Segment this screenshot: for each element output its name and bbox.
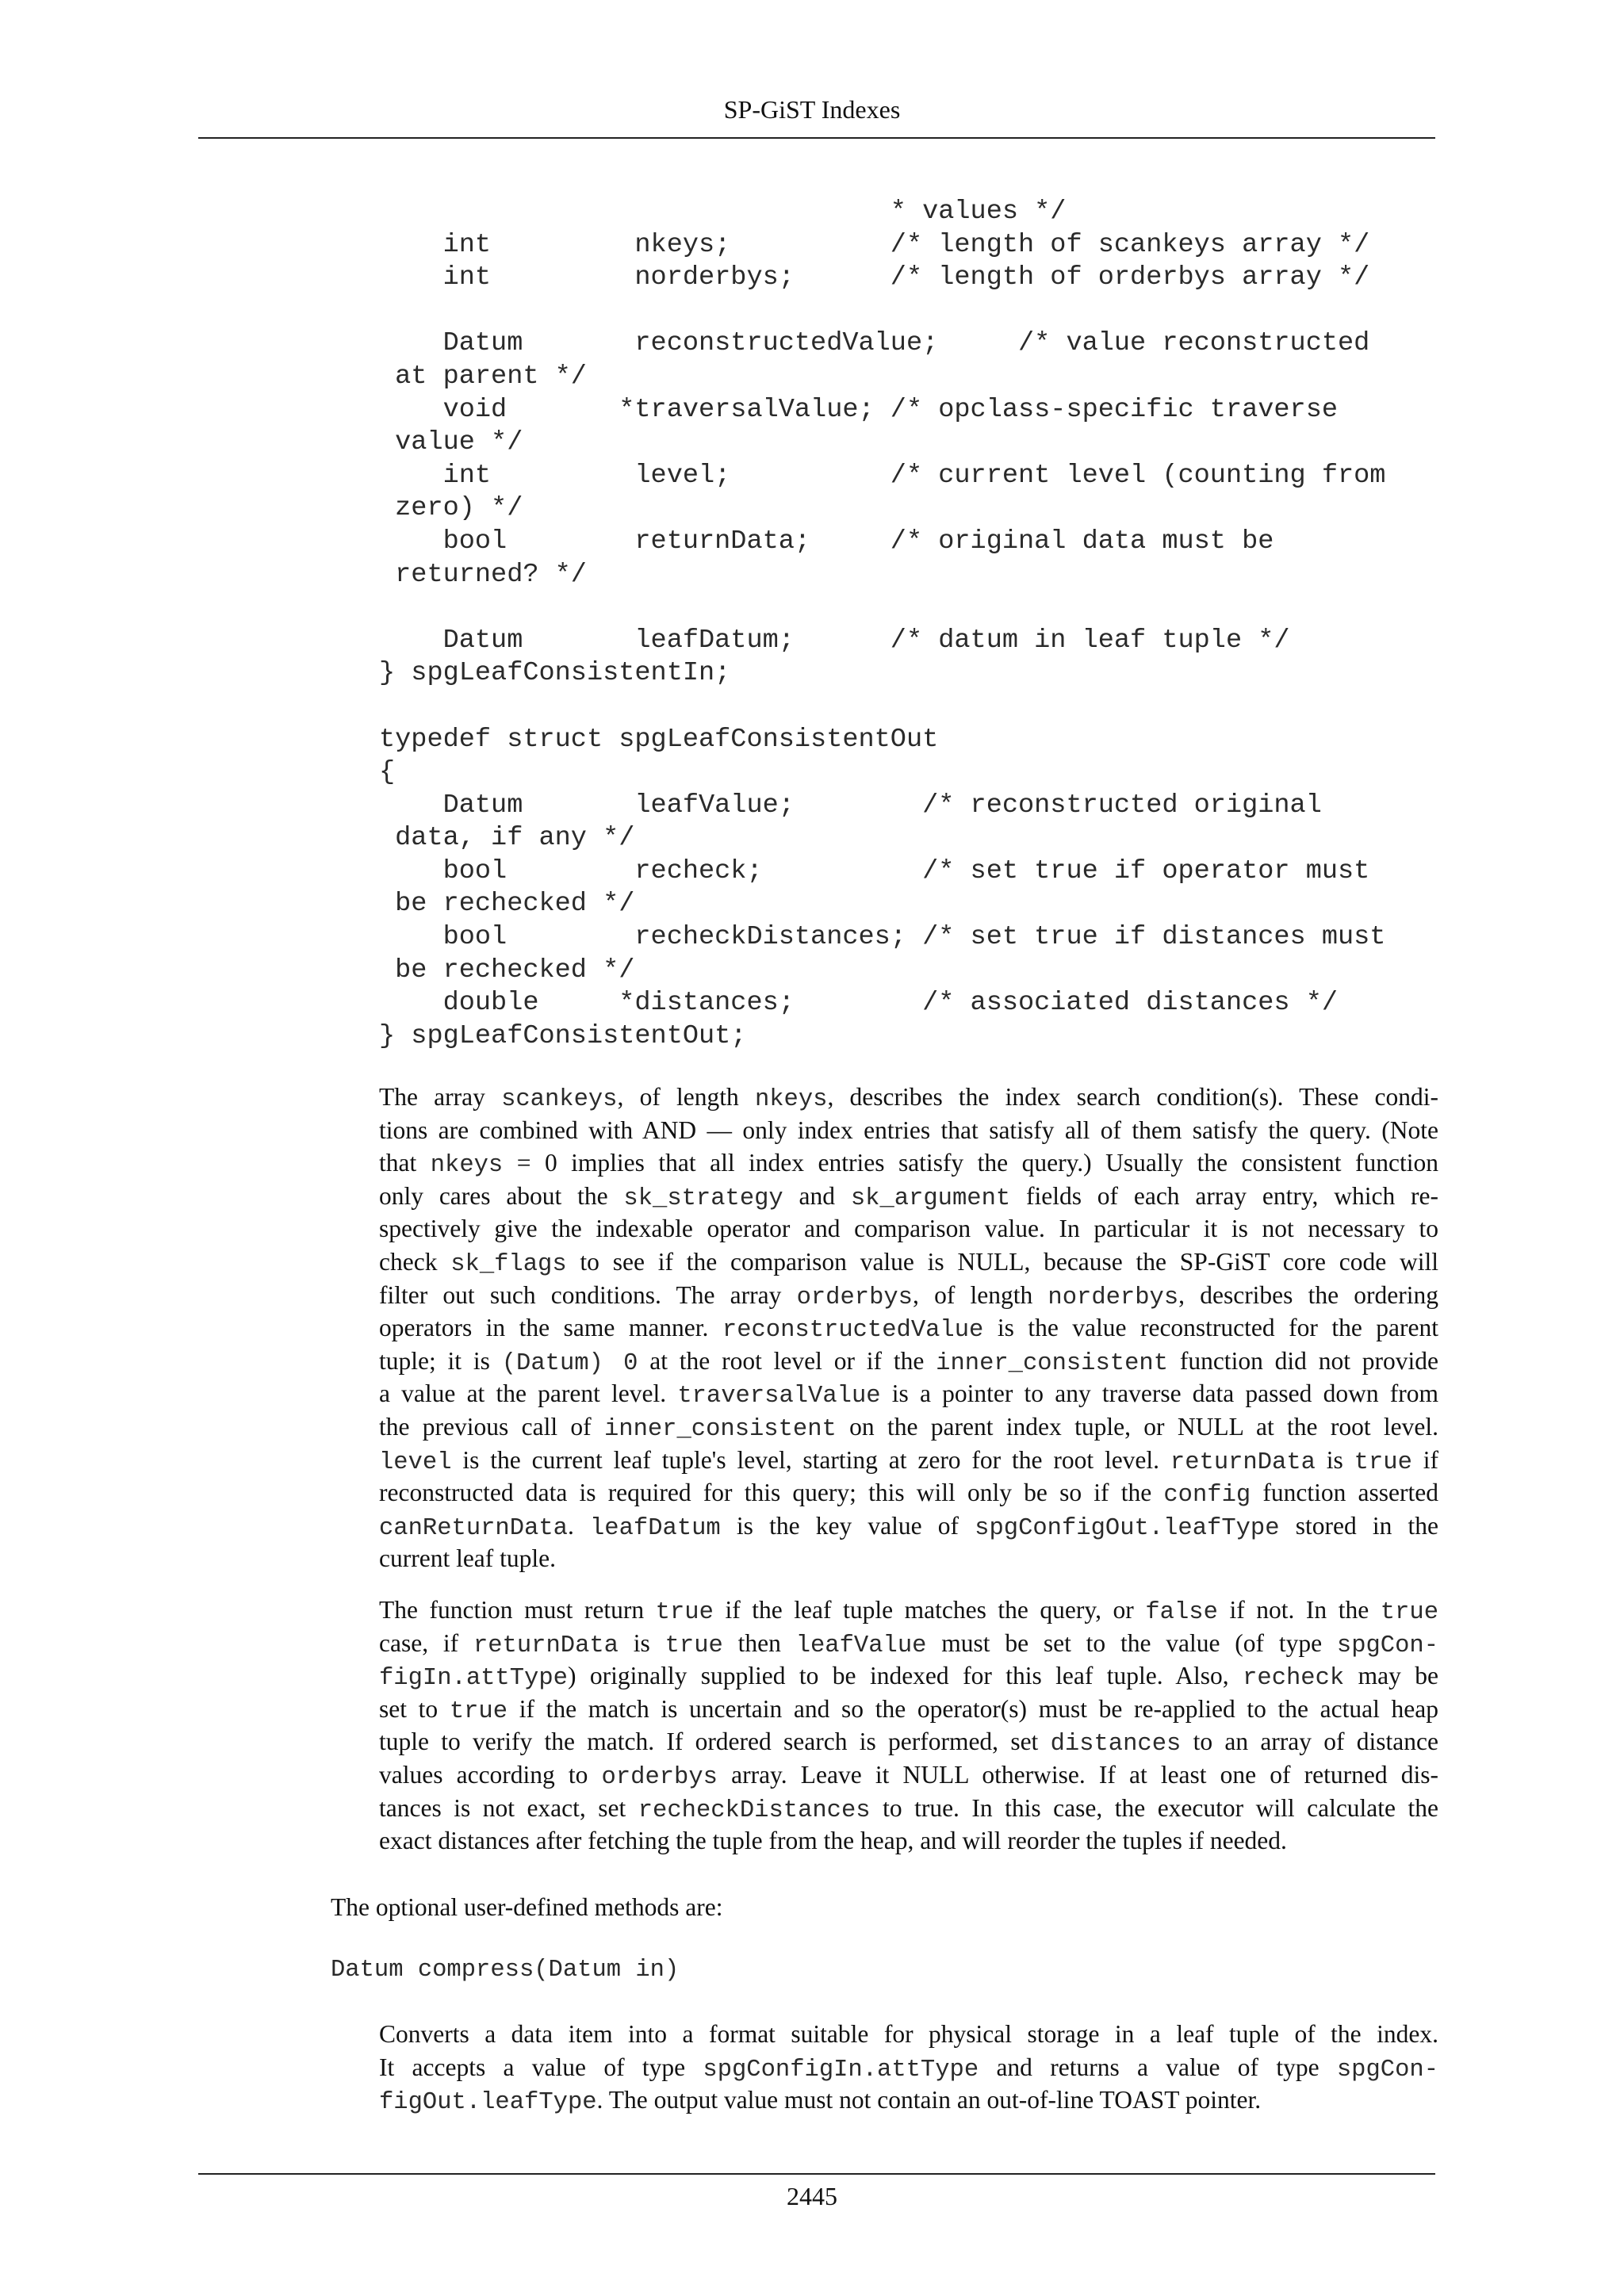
text-run: if the match is uncertain and so the operator(s) must be re-applied to the actual heap xyxy=(508,1694,1438,1723)
text-run: to true. In this case, the executor will calculate the xyxy=(870,1793,1438,1822)
code-term: spgCon- xyxy=(1336,2056,1438,2084)
code-line: { xyxy=(379,757,396,788)
text-run: current leaf tuple. xyxy=(379,1544,557,1573)
code-line: bool returnData; /* original data must be xyxy=(379,526,1274,557)
text-run: only cares about the xyxy=(379,1181,624,1210)
text-run: filter out such conditions. The array xyxy=(379,1280,797,1309)
code-term: sk_strategy xyxy=(623,1184,783,1212)
text-run: . The output value must not contain an out-of-line TOAST pointer. xyxy=(596,2086,1262,2114)
code-line: int nkeys; /* length of scankeys array */ xyxy=(379,229,1370,260)
text-run: at the root level or if the xyxy=(638,1346,936,1375)
text-run: if the leaf tuple matches the query, or xyxy=(713,1596,1146,1624)
text-run: . xyxy=(567,1511,590,1540)
code-term: nkeys xyxy=(430,1152,504,1180)
header-rule xyxy=(198,137,1435,139)
code-term: returnData xyxy=(1170,1448,1316,1476)
code-term: recheck xyxy=(1243,1665,1345,1693)
text-run: tuple; it is xyxy=(379,1346,502,1375)
text-run: check xyxy=(379,1247,451,1276)
text-line xyxy=(379,1180,1438,1213)
text-run: , of length xyxy=(617,1083,755,1111)
code-term: (Datum) 0 xyxy=(501,1349,638,1377)
code-term: level xyxy=(379,1448,452,1476)
text-run: tuple to verify the match. If ordered search is performed, set xyxy=(379,1728,1051,1756)
text-line xyxy=(379,1659,1438,1693)
text-run: tances is not exact, set xyxy=(379,1793,638,1822)
text-line xyxy=(379,1510,1438,1543)
code-line: Datum leafValue; /* reconstructed original xyxy=(379,790,1322,821)
code-term: returnData xyxy=(473,1632,619,1659)
code-term: leafValue xyxy=(795,1632,927,1659)
text-line xyxy=(379,1311,1438,1345)
text-run: stored in the xyxy=(1279,1511,1439,1540)
text-run: is the value reconstructed for the parent xyxy=(983,1314,1438,1342)
text-line xyxy=(379,1476,1438,1510)
code-line: } spgLeafConsistentOut; xyxy=(379,1020,747,1051)
code-term: canReturnData xyxy=(379,1514,568,1542)
text-run: may be xyxy=(1344,1662,1439,1690)
text-run: operators in the same manner. xyxy=(379,1314,722,1342)
code-line: bool recheck; /* set true if operator must xyxy=(379,855,1370,886)
code-term: false xyxy=(1145,1599,1218,1626)
text-run: The function must return xyxy=(379,1596,656,1624)
text-line xyxy=(379,1345,1438,1378)
code-term: norderbys xyxy=(1048,1284,1179,1311)
code-line: data, if any */ xyxy=(379,823,635,854)
code-term: true xyxy=(449,1697,508,1725)
text-line xyxy=(379,1824,1438,1858)
code-term: spgCon- xyxy=(1336,1632,1439,1659)
code-term: true xyxy=(665,1632,723,1659)
code-line xyxy=(379,691,1385,724)
text-line xyxy=(379,1114,1438,1147)
text-line xyxy=(379,1725,1438,1758)
code-term: inner_consistent xyxy=(603,1415,837,1443)
text-run: if xyxy=(1411,1445,1438,1474)
code-line: * values */ xyxy=(379,197,1067,227)
text-run: The array xyxy=(379,1083,502,1111)
text-run: fields of each array entry, which re- xyxy=(1010,1181,1438,1210)
code-term: sk_argument xyxy=(850,1184,1011,1212)
code-term: figIn.attType xyxy=(379,1665,568,1693)
text-run: to an array of distance xyxy=(1181,1728,1438,1756)
text-run: It accepts a value of type xyxy=(379,2053,703,2081)
text-run: tions are combined with AND — only index entries that satisfy all of them satisfy the query. (Note xyxy=(379,1115,1438,1144)
text-line xyxy=(379,1246,1438,1279)
text-line xyxy=(379,1542,1438,1575)
text-run: set to xyxy=(379,1694,450,1723)
code-line xyxy=(379,591,1385,625)
text-run: on the parent index tuple, or NULL at the root level. xyxy=(836,1412,1438,1441)
code-term: traversalValue xyxy=(677,1383,881,1410)
code-term: scankeys xyxy=(501,1086,618,1113)
text-line xyxy=(379,2018,1438,2051)
page-header-title: SP-GiST Indexes xyxy=(723,95,901,124)
text-run: then xyxy=(722,1628,796,1657)
text-line xyxy=(379,1212,1438,1246)
code-line: be rechecked */ xyxy=(379,889,635,920)
code-term: orderbys xyxy=(601,1763,718,1791)
code-term: nkeys xyxy=(754,1086,828,1113)
optional-methods-intro: The optional user-defined methods are: xyxy=(331,1893,723,1921)
text-run: the previous call of xyxy=(379,1412,604,1441)
text-line xyxy=(379,1410,1438,1444)
code-line: Datum reconstructedValue; /* value reconstructed xyxy=(379,328,1370,359)
code-line: zero) */ xyxy=(379,493,523,524)
compress-signature: Datum compress(Datum in) xyxy=(331,1957,680,1984)
code-term: spgConfigOut.leafType xyxy=(975,1514,1280,1542)
text-line xyxy=(379,1279,1438,1312)
paragraph-compress-description xyxy=(379,2018,1438,2117)
text-run: function did not provide xyxy=(1168,1346,1439,1375)
code-line: void *traversalValue; /* opclass-specific traverse xyxy=(379,394,1339,425)
text-run: spectively give the indexable operator and comparison value. In particular it is not necessary to xyxy=(379,1215,1438,1243)
code-term: true xyxy=(1354,1448,1412,1476)
text-run: is xyxy=(1315,1445,1354,1474)
code-term: inner_consistent xyxy=(936,1349,1169,1377)
text-run: = 0 implies that all index entries satisfy the query.) Usually the consistent function xyxy=(503,1149,1438,1177)
text-run: is a pointer to any traverse data passed down from xyxy=(880,1380,1438,1408)
page-number: 2445 xyxy=(787,2182,837,2210)
footer-rule xyxy=(198,2173,1435,2175)
text-line xyxy=(379,1594,1438,1627)
code-term: leafDatum xyxy=(590,1514,721,1542)
code-line: typedef struct spgLeafConsistentOut xyxy=(379,724,939,755)
code-line: bool recheckDistances; /* set true if distances must xyxy=(379,922,1386,953)
text-line xyxy=(379,1377,1438,1410)
code-term: recheckDistances xyxy=(638,1797,871,1824)
text-line xyxy=(379,1627,1438,1660)
text-run: Converts a data item into a format suitable for physical storage in a leaf tuple of the index. xyxy=(379,2020,1438,2048)
text-line xyxy=(379,1146,1438,1180)
text-run: ) originally supplied to be indexed for this leaf tuple. Also, xyxy=(567,1662,1243,1690)
text-line xyxy=(379,1758,1438,1792)
paragraph-leaf-consistent-return xyxy=(379,1594,1438,1858)
code-line: } spgLeafConsistentIn; xyxy=(379,658,731,689)
text-line xyxy=(379,1792,1438,1825)
code-term: sk_flags xyxy=(450,1250,567,1278)
text-run: is xyxy=(618,1628,665,1657)
text-line xyxy=(379,2051,1438,2084)
code-term: reconstructedValue xyxy=(722,1317,984,1345)
text-run: if not. In the xyxy=(1217,1596,1381,1624)
code-block xyxy=(379,196,1385,1053)
text-run: function asserted xyxy=(1251,1479,1438,1507)
text-run: to see if the comparison value is NULL, because the SP-GiST core code will xyxy=(566,1247,1438,1276)
text-run: must be set to the value (of type xyxy=(926,1628,1337,1657)
text-run: and xyxy=(783,1181,851,1210)
text-run: case, if xyxy=(379,1628,473,1657)
code-term: orderbys xyxy=(796,1284,913,1311)
code-line: at parent */ xyxy=(379,361,587,392)
code-line xyxy=(379,295,1385,328)
text-run: reconstructed data is required for this query; this will only be so if the xyxy=(379,1479,1164,1507)
text-run: exact distances after fetching the tuple from the heap, and will reorder the tuples if needed. xyxy=(379,1827,1287,1855)
code-term: spgConfigIn.attType xyxy=(703,2056,979,2084)
code-line: int level; /* current level (counting from xyxy=(379,460,1386,491)
text-run: is the key value of xyxy=(720,1511,975,1540)
text-line xyxy=(379,1444,1438,1477)
text-line xyxy=(379,1081,1438,1114)
code-line: int norderbys; /* length of orderbys array */ xyxy=(379,262,1370,293)
code-term: distances xyxy=(1050,1731,1182,1758)
text-run: , of length xyxy=(913,1280,1048,1309)
text-run: and returns a value of type xyxy=(979,2053,1337,2081)
text-line xyxy=(379,1693,1438,1726)
code-term: figOut.leafType xyxy=(379,2089,597,2117)
text-line xyxy=(379,2084,1438,2117)
text-run: array. Leave it NULL otherwise. If at least one of returned dis- xyxy=(717,1760,1438,1789)
code-line: Datum leafDatum; /* datum in leaf tuple */ xyxy=(379,625,1290,656)
code-line: returned? */ xyxy=(379,559,587,590)
code-line: value */ xyxy=(379,427,523,458)
code-line: be rechecked */ xyxy=(379,955,635,985)
code-term: config xyxy=(1163,1482,1251,1510)
text-run: values according to xyxy=(379,1760,602,1789)
code-term: true xyxy=(1380,1599,1438,1626)
code-line: double *distances; /* associated distances */ xyxy=(379,988,1339,1019)
text-run: a value at the parent level. xyxy=(379,1380,678,1408)
text-run: is the current leaf tuple's level, starting at zero for the root level. xyxy=(451,1445,1170,1474)
text-run: , describes the index search condition(s). These condi- xyxy=(827,1083,1439,1111)
text-run: that xyxy=(379,1149,431,1177)
code-term: true xyxy=(655,1599,714,1626)
paragraph-leaf-consistent-args xyxy=(379,1081,1438,1575)
text-run: , describes the ordering xyxy=(1178,1280,1438,1309)
